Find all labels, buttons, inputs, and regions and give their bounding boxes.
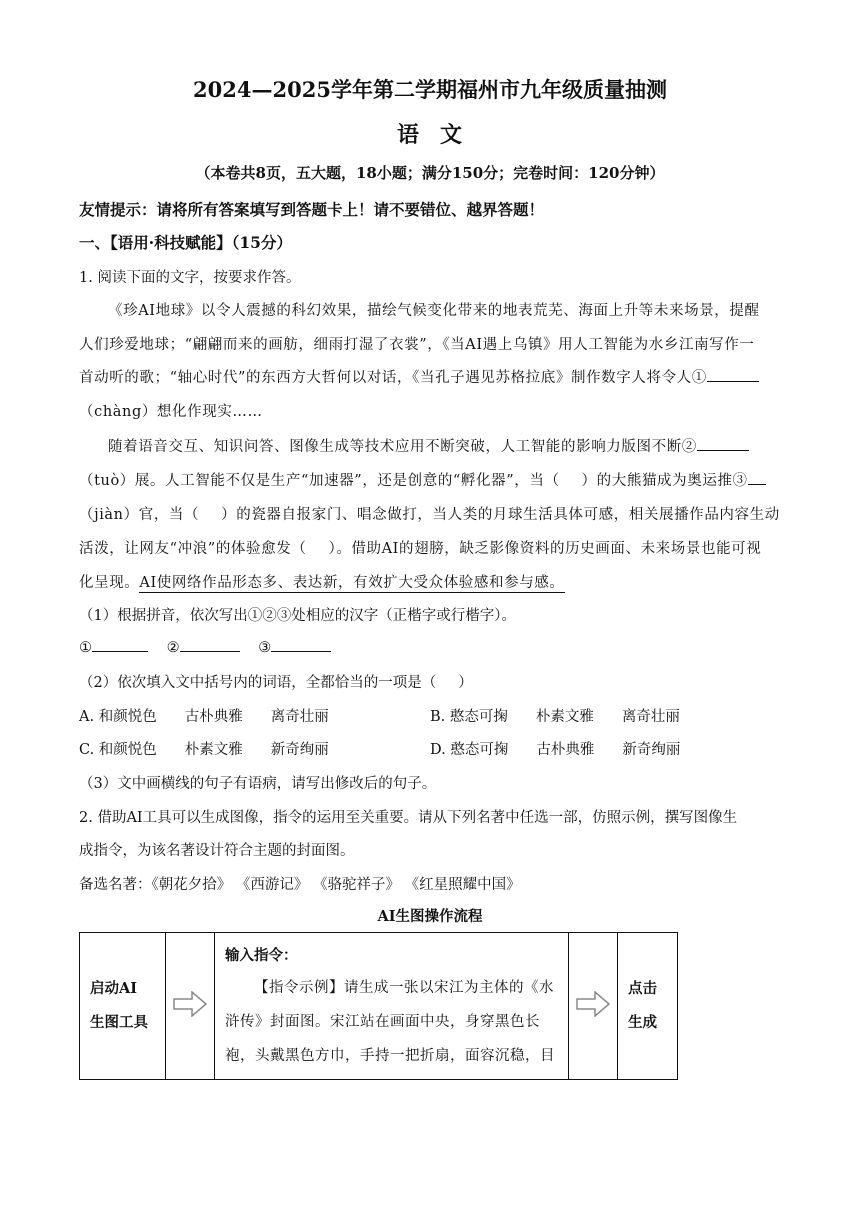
option-a[interactable]: A. 和颜悦色 古朴典雅 离奇壮丽 (79, 709, 329, 725)
blank-2[interactable] (697, 436, 749, 451)
input-label: 输入指令： (225, 947, 298, 964)
flow-title: AI生图操作流程 (377, 908, 483, 925)
sub-question-2: （2）依次填入文中括号内的词语，全都恰当的一项是（ ） (79, 675, 473, 691)
instruction-example: 【指令示例】请生成一张以宋江为主体的《水浒传》封面图。宋江站在画面中央，身穿黑色长袍，头戴黑色方巾，手持一把折扇，面容沉稳，目 (225, 980, 555, 1064)
p1-line-1: 《珍AI地球》以令人震撼的科幻效果，描绘气候变化带来的地表荒芜、海面上升等未来场景，提醒 (108, 303, 760, 319)
answer-blanks: ① ② ③ (79, 637, 331, 656)
p1-line-4: （chàng）想化作现实…… (79, 404, 263, 420)
answer-blank-2[interactable] (180, 637, 240, 652)
blank-1[interactable] (707, 367, 759, 382)
option-b[interactable]: B. 憨态可掬 朴素文雅 离奇壮丽 (430, 709, 680, 725)
q2-line-1: 2. 借助AI工具可以生成图像，指令的运用至关重要。请从下列名著中任选一部，仿照示例，撰写图像生 (79, 810, 738, 826)
q2-line-2: 成指令，为该名著设计符合主题的封面图。 (79, 843, 355, 859)
ai-flow-table (79, 932, 678, 1080)
blank-3[interactable] (748, 470, 766, 485)
section-heading: 一、【语用·科技赋能】（15分） (79, 233, 292, 252)
flow-step-generate: 点击 生成 (618, 933, 678, 1080)
underlined-sentence: AI使网络作品形态多、表达新，有效扩大受众体验感和参与感。 (139, 575, 565, 591)
q1-prompt: 1. 阅读下面的文字，按要求作答。 (79, 270, 301, 286)
option-c[interactable]: C. 和颜悦色 朴素文雅 新奇绚丽 (79, 742, 329, 758)
p1-line-2: 人们珍爱地球；“翩翩而来的画舫，细雨打湿了衣裳”，《当AI遇上乌镇》用人工智能为水乡江南写作一 (79, 337, 755, 353)
option-d[interactable]: D. 憨态可掬 古朴典雅 新奇绚丽 (430, 742, 681, 758)
sub-question-3: （3）文中画横线的句子有语病，请写出修改后的句子。 (79, 776, 437, 792)
sub-question-1: （1）根据拼音，依次写出①②③处相应的汉字（正楷字或行楷字）。 (79, 608, 516, 624)
answer-blank-1[interactable] (92, 637, 148, 652)
p1-line-3: 首动听的歌；“轴心时代”的东西方大哲何以对话，《当孔子遇见苏格拉底》制作数字人将令人① (79, 366, 759, 387)
exam-title: 2024—2025学年第二学期福州市九年级质量抽测 (193, 77, 667, 102)
friendly-tip: 友情提示：请将所有答案填写到答题卡上！请不要错位、越界答题！ (79, 200, 545, 219)
flow-step-start: 启动AI 生图工具 (80, 933, 166, 1080)
subject-char-2: 文 (440, 122, 464, 148)
p2-line-3: （jiàn）官，当（ ）的瓷器自报家门、唱念做打，当人类的月球生活具体可感，相关展播作品内容生动 (79, 507, 780, 523)
exam-info: （本卷共8页，五大题，18小题；满分150分；完卷时间：120分钟） (195, 164, 665, 182)
flow-arrow-2 (569, 933, 618, 1080)
subject-heading (0, 118, 860, 149)
answer-blank-3[interactable] (271, 637, 331, 652)
flow-arrow-1 (166, 933, 215, 1080)
subject-char-1: 语 (396, 122, 420, 148)
p2-line-2: （tuò）展。人工智能不仅是生产“加速器”，还是创意的“孵化器”，当（ ）的大熊猫成为奥运推③ (79, 469, 766, 490)
right-arrow-icon (173, 991, 207, 1017)
p2-line-4: 活泼，让网友“冲浪”的体验愈发（ ）。借助AI的翅膀，缺乏影像资料的历史画面、未来场景也能可视 (79, 541, 762, 557)
book-list: 备选名著：《朝花夕拾》 《西游记》 《骆驼祥子》 《红星照耀中国》 (79, 877, 521, 893)
p2-line-1: 随着语音交互、知识问答、图像生成等技术应用不断突破，人工智能的影响力版图不断② (108, 435, 749, 456)
p2-line-5: 化呈现。AI使网络作品形态多、表达新，有效扩大受众体验感和参与感。 (79, 575, 565, 591)
flow-instruction-cell (215, 933, 569, 1080)
right-arrow-icon (576, 991, 610, 1017)
